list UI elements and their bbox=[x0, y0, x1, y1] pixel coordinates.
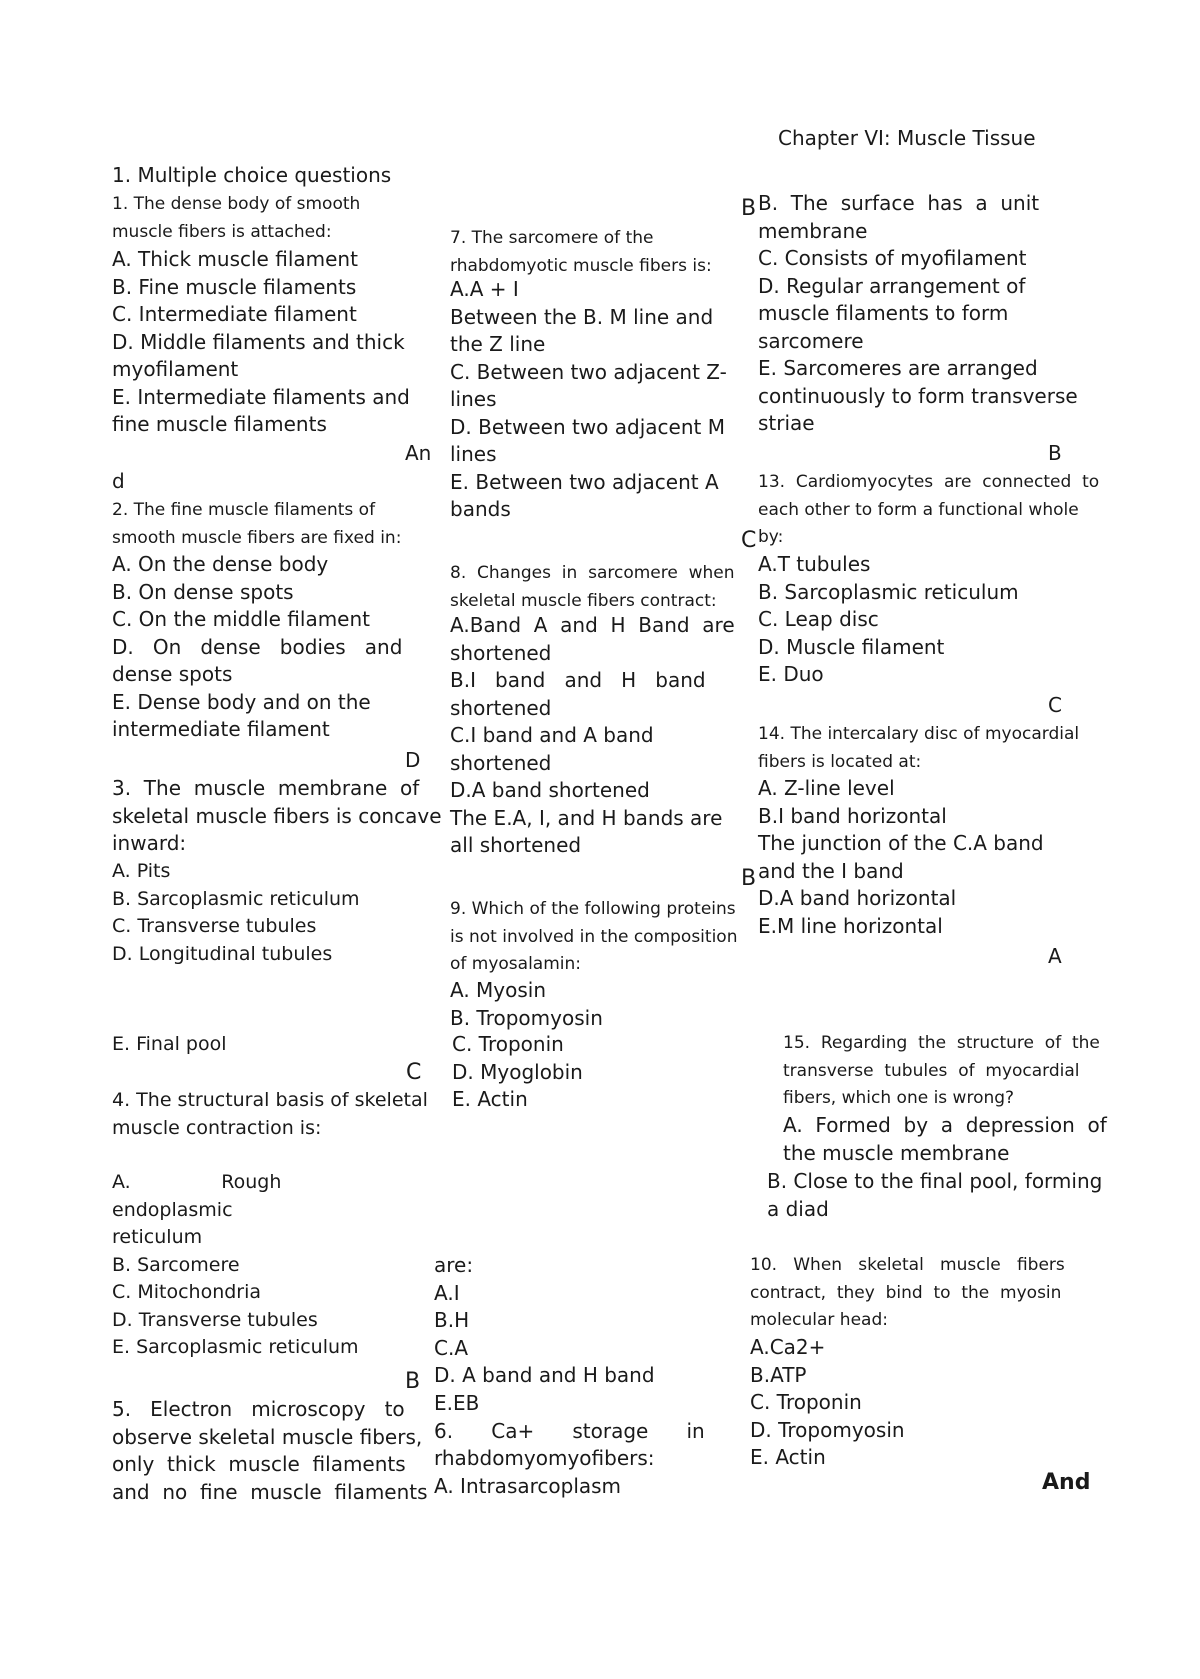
option: A. Thick muscle filament bbox=[112, 247, 358, 271]
q9-line: of myosalamin: bbox=[450, 954, 582, 974]
question-10 bbox=[750, 1252, 1120, 1335]
option: fine muscle filaments bbox=[112, 412, 327, 436]
q10-line: contract, they bind to the myosin bbox=[750, 1282, 1062, 1303]
question-13 bbox=[758, 469, 1118, 552]
option: C.A bbox=[434, 1335, 469, 1360]
q9-line: 9. Which of the following proteins bbox=[450, 899, 736, 919]
option: D. A band and H band bbox=[434, 1363, 655, 1387]
question-15-options bbox=[783, 1112, 1123, 1167]
option: The junction of the C.A band bbox=[758, 831, 1044, 855]
option: intermediate filament bbox=[112, 717, 330, 741]
question-3 bbox=[112, 775, 442, 858]
option: C. Mitochondria bbox=[112, 1281, 262, 1303]
question-4 bbox=[112, 1087, 442, 1142]
question-3-options bbox=[112, 858, 442, 968]
question-15-options-cont bbox=[767, 1168, 1117, 1223]
q4-line: 4. The structural basis of skeletal bbox=[112, 1089, 428, 1111]
q15-line: fibers, which one is wrong? bbox=[783, 1088, 1015, 1108]
option: E. Dense body and on the bbox=[112, 689, 371, 714]
option: A. Z-line level bbox=[758, 776, 895, 800]
option: A.Ca2+ bbox=[750, 1335, 826, 1359]
option: A.T tubules bbox=[758, 552, 871, 576]
option: membrane bbox=[758, 218, 868, 243]
option: E.M line horizontal bbox=[758, 913, 943, 938]
option: shortened bbox=[450, 750, 552, 775]
option: B.ATP bbox=[750, 1362, 807, 1387]
q3-line: inward: bbox=[112, 831, 187, 855]
q2-line: 2. The fine muscle filaments of bbox=[112, 500, 376, 520]
q5-line: observe skeletal muscle fibers, bbox=[112, 1424, 423, 1449]
option: lines bbox=[450, 442, 497, 466]
q5-line: and no fine muscle filaments bbox=[112, 1479, 428, 1504]
option: E. Between two adjacent A bbox=[450, 469, 719, 494]
option: B. Fine muscle filaments bbox=[112, 274, 357, 299]
option: B. Sarcoplasmic reticulum bbox=[112, 887, 360, 910]
option: C. Intermediate filament bbox=[112, 302, 357, 326]
option: shortened bbox=[450, 640, 552, 665]
option: The E.A, I, and H bands are bbox=[450, 805, 723, 830]
option: C. Troponin bbox=[750, 1390, 862, 1414]
q4-line: muscle contraction is: bbox=[112, 1116, 322, 1139]
answer-11: B bbox=[741, 196, 757, 221]
option: E. Actin bbox=[452, 1087, 528, 1111]
option: C.I band and A band bbox=[450, 723, 654, 747]
option: the muscle membrane bbox=[783, 1140, 1010, 1165]
option: all shortened bbox=[450, 833, 582, 857]
option: C. Between two adjacent Z- bbox=[450, 359, 727, 384]
answer-13: C bbox=[1048, 693, 1062, 717]
option: E.EB bbox=[434, 1390, 480, 1415]
option: D. Regular arrangement of bbox=[758, 273, 1026, 298]
option: C. Troponin bbox=[452, 1032, 564, 1056]
option: D. Muscle filament bbox=[758, 634, 945, 659]
q5-line: only thick muscle filaments bbox=[112, 1452, 406, 1476]
answer-14: A bbox=[1048, 944, 1062, 968]
q7-line: rhabdomyotic muscle fibers is: bbox=[450, 255, 712, 276]
answer-4: B bbox=[405, 1369, 421, 1394]
option: A. Myosin bbox=[450, 978, 547, 1002]
option: D. Tropomyosin bbox=[750, 1417, 905, 1442]
question-13-options bbox=[758, 551, 1108, 689]
q7-line: 7. The sarcomere of the bbox=[450, 228, 654, 248]
question-1-options bbox=[112, 246, 442, 439]
question-2 bbox=[112, 497, 442, 552]
option: E. Sarcomeres are arranged bbox=[758, 356, 1038, 380]
answer-1b: d bbox=[112, 469, 125, 493]
answer-7: C bbox=[741, 528, 757, 553]
option: C. Transverse tubules bbox=[112, 915, 317, 937]
question-9-options-cont bbox=[452, 1031, 762, 1114]
chapter-title: Chapter VI: Muscle Tissue bbox=[778, 126, 1036, 150]
q9-line: is not involved in the composition bbox=[450, 926, 738, 947]
option: C. Consists of myofilament bbox=[758, 246, 1027, 270]
question-8-options bbox=[450, 612, 760, 860]
question-2-options bbox=[112, 551, 442, 744]
option: reticulum bbox=[112, 1226, 203, 1248]
question-14 bbox=[758, 721, 1118, 776]
q6-line: rhabdomyomyofibers: bbox=[434, 1446, 655, 1470]
option: shortened bbox=[450, 695, 552, 720]
option: B. Close to the final pool, forming bbox=[767, 1169, 1103, 1193]
option: C. Leap disc bbox=[758, 607, 879, 631]
option: A. Intrasarcoplasm bbox=[434, 1473, 622, 1498]
q13-line: each other to form a functional whole bbox=[758, 499, 1079, 520]
option: B.H bbox=[434, 1308, 470, 1332]
answer-8: B bbox=[741, 866, 757, 891]
q3-line: skeletal muscle fibers is concave bbox=[112, 803, 442, 828]
question-6-continued bbox=[434, 1445, 754, 1500]
option: A. On the dense body bbox=[112, 552, 329, 576]
option: B.I band horizontal bbox=[758, 803, 947, 828]
answer-1a: An bbox=[405, 441, 432, 465]
option: D.A band horizontal bbox=[758, 886, 957, 910]
option: a diad bbox=[767, 1196, 829, 1221]
question-6: 6. Ca+ storage in bbox=[434, 1419, 705, 1443]
option: D. Longitudinal tubules bbox=[112, 942, 333, 965]
option: A. Pits bbox=[112, 860, 171, 882]
q13-line: 13. Cardiomyocytes are connected to bbox=[758, 472, 1100, 492]
q14-line: fibers is located at: bbox=[758, 751, 922, 772]
option: E. Intermediate filaments and bbox=[112, 384, 410, 409]
option: C. On the middle filament bbox=[112, 607, 370, 631]
q1-line: 1. The dense body of smooth bbox=[112, 194, 361, 214]
answer-12: B bbox=[1048, 441, 1062, 465]
option: Between the B. M line and bbox=[450, 304, 714, 329]
question-5-continued bbox=[434, 1252, 754, 1417]
question-10-options bbox=[750, 1334, 1100, 1472]
option: are: bbox=[434, 1253, 474, 1277]
option: B. The surface has a unit bbox=[758, 191, 1040, 215]
question-7 bbox=[450, 225, 750, 280]
answer-2: D bbox=[405, 748, 421, 772]
option: A.I bbox=[434, 1280, 460, 1305]
q2-line: smooth muscle fibers are fixed in: bbox=[112, 527, 402, 548]
option: A. Rough bbox=[112, 1171, 282, 1193]
option: continuously to form transverse bbox=[758, 383, 1078, 408]
q5-line: 5. Electron microscopy to bbox=[112, 1397, 405, 1421]
question-7-options bbox=[450, 276, 760, 524]
option: E. Duo bbox=[758, 662, 824, 686]
q8-line: 8. Changes in sarcomere when bbox=[450, 563, 735, 583]
q15-line: 15. Regarding the structure of the bbox=[783, 1033, 1100, 1053]
q14-line: 14. The intercalary disc of myocardial bbox=[758, 724, 1080, 744]
option: D.A band shortened bbox=[450, 778, 650, 802]
option: B. Sarcomere bbox=[112, 1253, 240, 1276]
question-9-options bbox=[450, 977, 760, 1032]
option: B. Tropomyosin bbox=[450, 1005, 603, 1030]
option: A. Formed by a depression of bbox=[783, 1113, 1107, 1137]
q8-line: skeletal muscle fibers contract: bbox=[450, 590, 717, 611]
option: D. Between two adjacent M bbox=[450, 414, 725, 439]
option: D. Middle filaments and thick bbox=[112, 329, 405, 354]
question-5 bbox=[112, 1396, 437, 1506]
option: B. On dense spots bbox=[112, 579, 294, 604]
option: bands bbox=[450, 497, 511, 521]
option: D. On dense bodies and bbox=[112, 634, 403, 659]
q10-line: 10. When skeletal muscle fibers bbox=[750, 1255, 1065, 1275]
answer-10: And bbox=[1042, 1470, 1091, 1495]
option: A.Band A and H Band are bbox=[450, 613, 735, 637]
question-9 bbox=[450, 896, 760, 979]
question-3-option-e: E. Final pool bbox=[112, 1033, 227, 1055]
question-4-options bbox=[112, 1169, 442, 1362]
option: striae bbox=[758, 411, 815, 435]
section-title: 1. Multiple choice questions bbox=[112, 163, 392, 187]
q1-line: muscle fibers is attached: bbox=[112, 221, 332, 242]
question-12-options bbox=[758, 190, 1108, 438]
option: D. Transverse tubules bbox=[112, 1308, 318, 1331]
option: and the I band bbox=[758, 858, 904, 883]
option: E. Sarcoplasmic reticulum bbox=[112, 1336, 359, 1358]
option: B. Sarcoplasmic reticulum bbox=[758, 579, 1019, 604]
option: A.A + I bbox=[450, 277, 519, 301]
question-15 bbox=[783, 1030, 1113, 1113]
option: B.I band and H band bbox=[450, 668, 706, 692]
question-14-options bbox=[758, 775, 1108, 940]
q3-line: 3. The muscle membrane of bbox=[112, 776, 420, 800]
question-1 bbox=[112, 191, 442, 246]
option: the Z line bbox=[450, 332, 546, 356]
option: muscle filaments to form bbox=[758, 301, 1009, 325]
answer-3: C bbox=[406, 1060, 422, 1085]
option: E. Actin bbox=[750, 1445, 826, 1469]
option: myofilament bbox=[112, 357, 239, 381]
q15-line: transverse tubules of myocardial bbox=[783, 1060, 1080, 1081]
option: lines bbox=[450, 387, 497, 411]
option: D. Myoglobin bbox=[452, 1059, 583, 1084]
q13-line: by: bbox=[758, 527, 784, 547]
q10-line: molecular head: bbox=[750, 1310, 888, 1330]
question-8 bbox=[450, 560, 760, 615]
option: dense spots bbox=[112, 662, 233, 686]
option: endoplasmic bbox=[112, 1198, 233, 1221]
option: sarcomere bbox=[758, 328, 864, 353]
